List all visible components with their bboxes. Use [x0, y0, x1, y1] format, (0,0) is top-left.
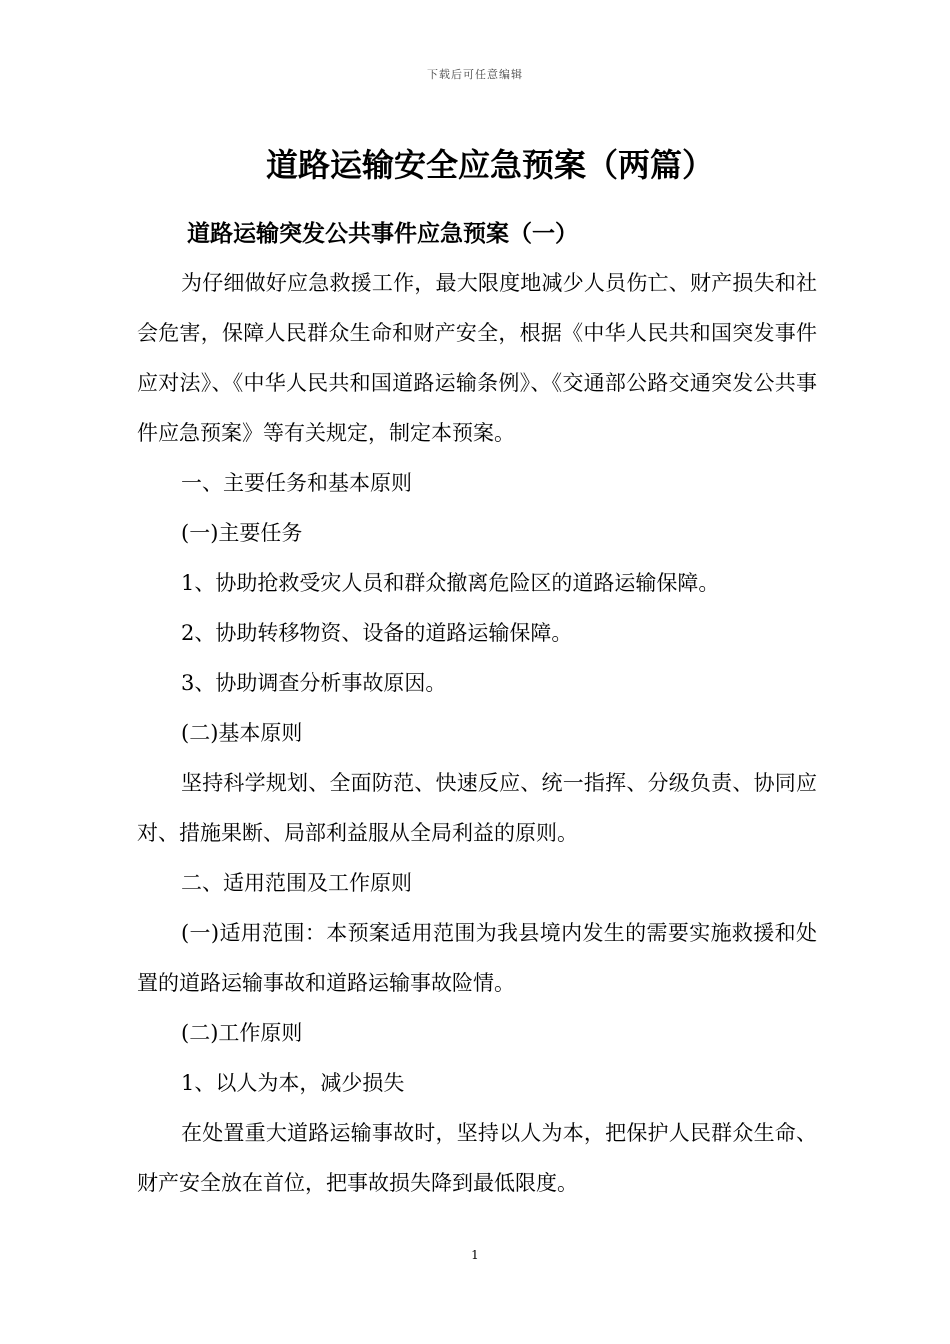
- section-subtitle: 道路运输突发公共事件应急预案（一）: [187, 220, 578, 247]
- paragraph-scope: (一)适用范围：本预案适用范围为我县境内发生的需要实施救援和处置的道路运输事故和道路运输事故险情。: [137, 921, 817, 995]
- subheading-work-principles: (二)工作原则: [181, 1021, 303, 1045]
- list-item: 3、协助调查分析事故原因。: [181, 671, 447, 695]
- list-item: 1、协助抢救受灾人员和群众撤离危险区的道路运输保障。: [181, 571, 720, 595]
- page-number: 1: [471, 1248, 479, 1262]
- heading-scope-and-work-principles: 二、适用范围及工作原则: [181, 871, 412, 895]
- paragraph-intro: 为仔细做好应急救援工作，最大限度地减少人员伤亡、财产损失和社会危害，保障人民群众生命和财产安全，根据《中华人民共和国突发事件应对法》、《中华人民共和国道路运输条例》、《交通部公路交通突发公共事件应急预案》等有关规定，制定本预案。: [137, 271, 817, 445]
- document-body: [137, 258, 817, 1208]
- list-item: 2、协助转移物资、设备的道路运输保障。: [181, 621, 573, 645]
- document-title: 道路运输安全应急预案（两篇）: [265, 146, 714, 184]
- subheading-basic-principles: (二)基本原则: [181, 721, 303, 745]
- heading-main-tasks-and-principles: 一、主要任务和基本原则: [181, 471, 412, 495]
- paragraph-principles: 坚持科学规划、全面防范、快速反应、统一指挥、分级负责、协同应对、措施果断、局部利益服从全局利益的原则。: [137, 771, 817, 845]
- paragraph-people-first: 在处置重大道路运输事故时，坚持以人为本，把保护人民群众生命、财产安全放在首位，把事故损失降到最低限度。: [137, 1121, 817, 1195]
- header-note: 下载后可任意编辑: [427, 68, 523, 81]
- subheading-main-tasks: (一)主要任务: [181, 521, 303, 545]
- list-item: 1、以人为本，减少损失: [181, 1071, 405, 1095]
